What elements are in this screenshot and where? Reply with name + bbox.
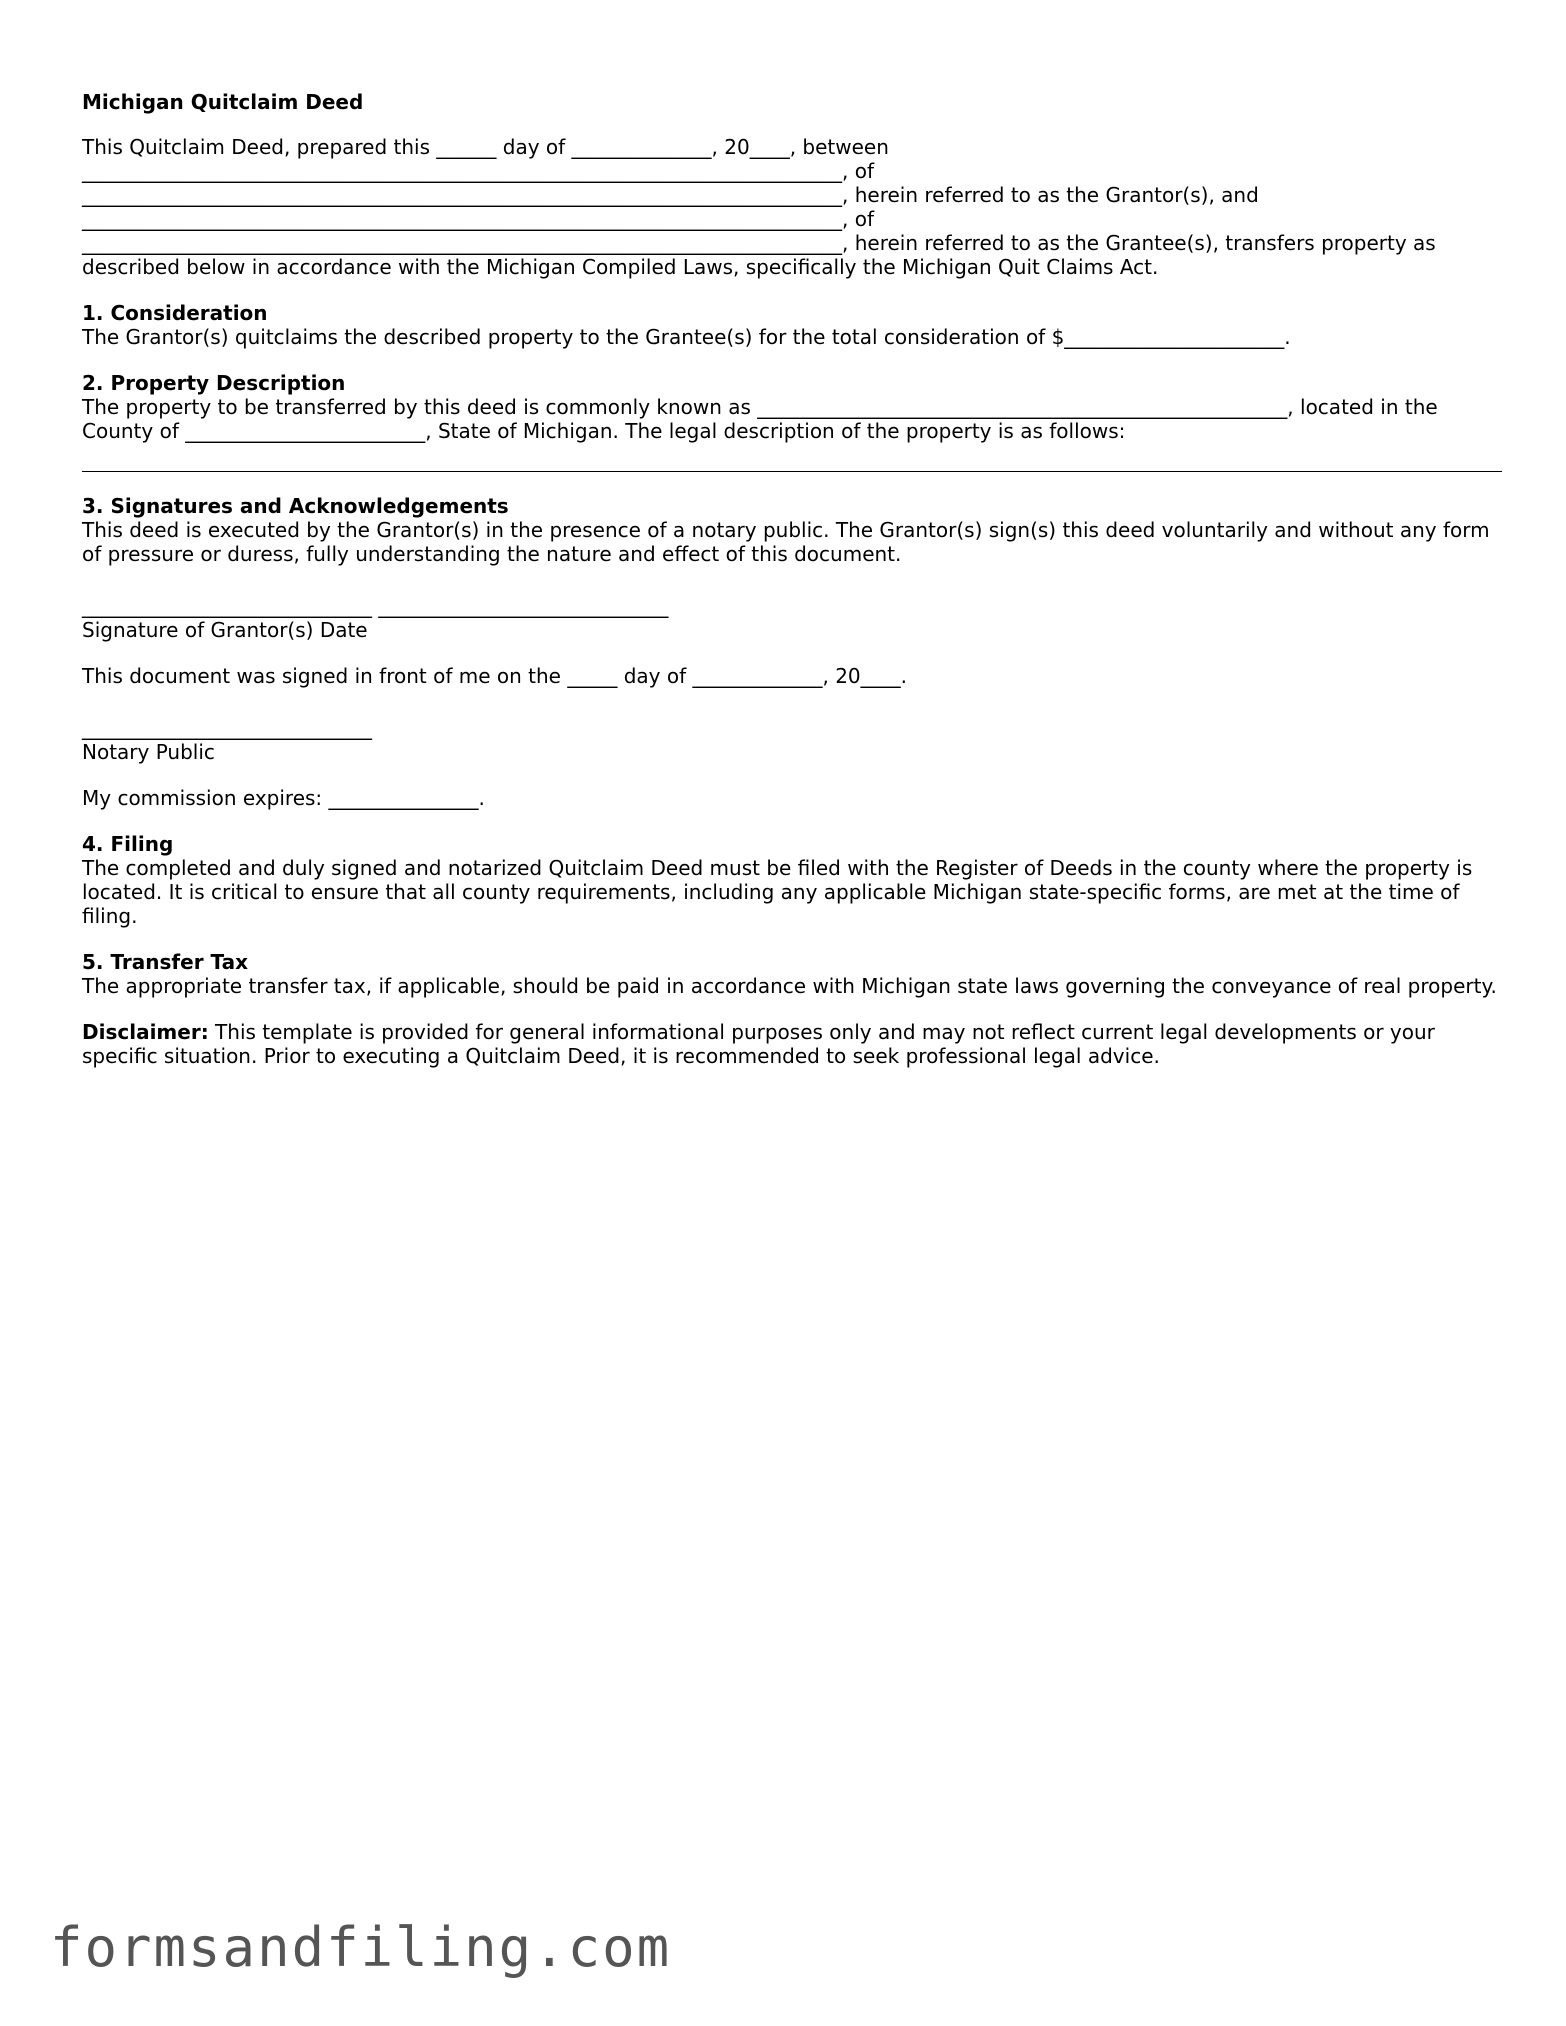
property-heading: 2. Property Description xyxy=(82,371,346,395)
filing-heading: 4. Filing xyxy=(82,832,174,856)
notary-signature-line: _____________________________ xyxy=(82,716,372,740)
watermark-text: formsandfiling.com xyxy=(50,1916,672,1979)
property-text: The property to be transferred by this deed is commonly known as _____________________________________________________, located in the County of ________________________, State of Michigan. The legal description of the property is as follows: xyxy=(82,395,1445,443)
transfer-tax-heading: 5. Transfer Tax xyxy=(82,950,248,974)
notary-label: Notary Public xyxy=(82,740,215,764)
consideration-text: The Grantor(s) quitclaims the described property to the Grantee(s) for the total consideration of $______________________. xyxy=(82,325,1291,349)
document-title: Michigan Quitclaim Deed xyxy=(82,90,364,114)
transfer-tax-section xyxy=(82,950,1502,998)
commission-expiry: My commission expires: _______________. xyxy=(82,786,485,810)
document-page xyxy=(82,90,1502,1068)
grantor-signature-label: Signature of Grantor(s) Date xyxy=(82,618,368,642)
legal-description-line xyxy=(82,471,1502,472)
signatures-text: This deed is executed by the Grantor(s) in the presence of a notary public. The Grantor(s) sign(s) this deed voluntarily and without any form of pressure or duress, fully understanding the nature and effect of this document. xyxy=(82,518,1496,566)
intro-paragraph: This Quitclaim Deed, prepared this ______ day of ______________, 20____, between ____________________________________________________________________________, of ____________________________________________________________________________, herein referred to as the Grantor(s), and ____________________________________________________________________________, of ____________________________________________________________________________, herein referred to as the Grantee(s), transfers property as described below in accordance with the Michigan Compiled Laws, specifically the Michigan Quit Claims Act. xyxy=(82,135,1436,279)
property-section xyxy=(82,371,1502,472)
disclaimer-text: This template is provided for general informational purposes only and may not reflect current legal developments or your specific situation. Prior to executing a Quitclaim Deed, it is recommended to seek professional legal advice. xyxy=(82,1020,1442,1068)
disclaimer xyxy=(82,1020,1502,1068)
filing-text: The completed and duly signed and notarized Quitclaim Deed must be filed with the Register of Deeds in the county where the property is located. It is critical to ensure that all county requirements, including any applicable Michigan state-specific forms, are met at the time of filing. xyxy=(82,856,1479,928)
signatures-section xyxy=(82,494,1502,810)
notary-statement: This document was signed in front of me on the _____ day of _____________, 20____. xyxy=(82,664,907,688)
consideration-section xyxy=(82,301,1502,349)
transfer-tax-text: The appropriate transfer tax, if applicable, should be paid in accordance with Michigan state laws governing the conveyance of real property. xyxy=(82,974,1497,998)
signatures-heading: 3. Signatures and Acknowledgements xyxy=(82,494,509,518)
consideration-heading: 1. Consideration xyxy=(82,301,268,325)
grantor-signature-lines: _____________________________ _____________________________ xyxy=(82,594,669,618)
filing-section xyxy=(82,832,1502,928)
disclaimer-label: Disclaimer: xyxy=(82,1020,209,1044)
